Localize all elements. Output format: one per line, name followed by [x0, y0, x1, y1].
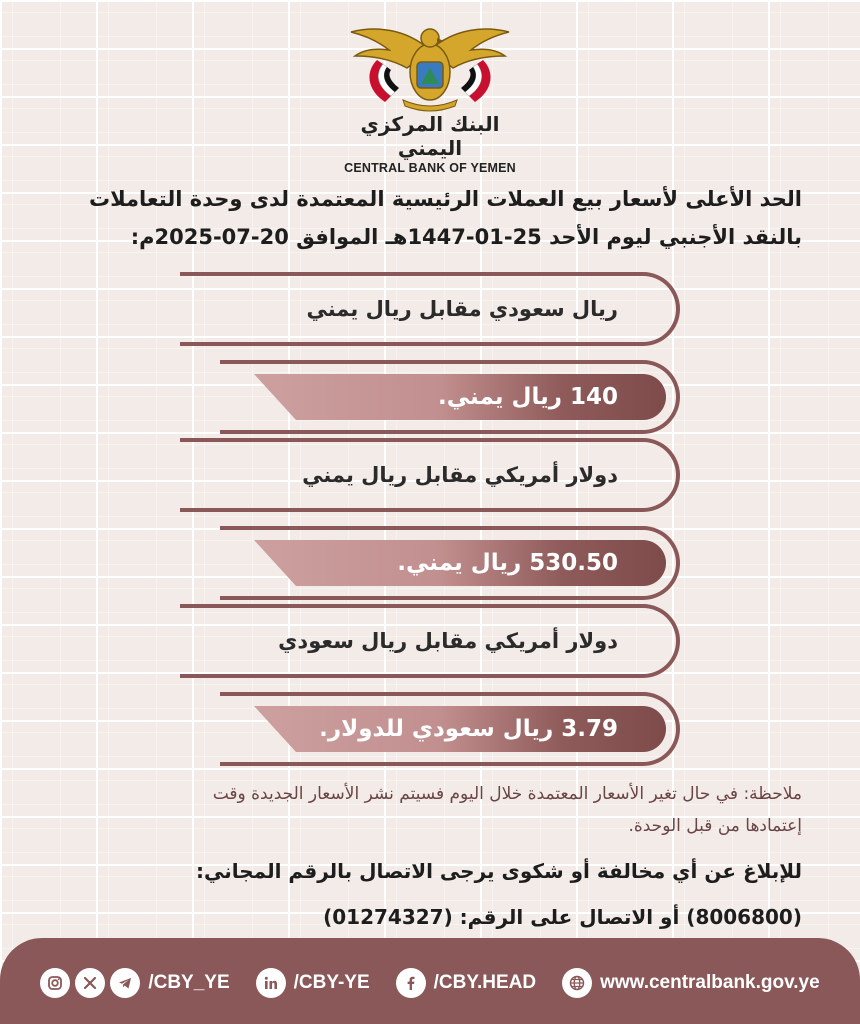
- rate-value-usd-sar: 3.79 ريال سعودي للدولار.: [319, 716, 618, 742]
- facebook-icon[interactable]: [396, 968, 426, 998]
- instagram-icon[interactable]: [40, 968, 70, 998]
- rate-value-pill-sar-yer: [180, 360, 680, 434]
- bank-name-english: CENTRAL BANK OF YEMEN: [344, 161, 516, 175]
- rates-note: [40, 778, 802, 842]
- rate-label-pill-usd-sar: [180, 604, 680, 678]
- complaint-contact: [40, 848, 802, 940]
- globe-icon[interactable]: [562, 968, 592, 998]
- rate-label-pill-usd-yer: [180, 438, 680, 512]
- rate-value-sar-yer: 140 ريال يمني.: [438, 384, 618, 410]
- note-line-1: ملاحظة: في حال تغير الأسعار المعتمدة خلال اليوم فسيتم نشر الأسعار الجديدة وقت: [212, 784, 802, 804]
- rate-label-sar-yer: ريال سعودي مقابل ريال يمني: [306, 297, 618, 321]
- heading-line-2: بالنقد الأجنبي ليوم الأحد 25-01-1447هـ الموافق 20-07-2025م:: [130, 225, 802, 249]
- rate-value-usd-yer: 530.50 ريال يمني.: [397, 550, 618, 576]
- rate-value-pill-usd-yer: [180, 526, 680, 600]
- rate-label-usd-sar: دولار أمريكي مقابل ريال سعودي: [278, 629, 618, 653]
- x-icon[interactable]: [75, 968, 105, 998]
- rate-label-usd-yer: دولار أمريكي مقابل ريال يمني: [302, 463, 618, 487]
- bank-name-arabic: البنك المركزي اليمني: [360, 112, 500, 160]
- twitter-handle[interactable]: /CBY_YE: [148, 972, 230, 993]
- rate-label-pill-sar-yer: [180, 272, 680, 346]
- page-heading: [40, 180, 802, 256]
- telegram-icon[interactable]: [110, 968, 140, 998]
- footer-facebook[interactable]: [396, 968, 536, 998]
- report-line-1: للإبلاغ عن أي مخالفة أو شكوى يرجى الاتصال بالرقم المجاني:: [196, 859, 802, 883]
- report-line-2: (8006800) أو الاتصال على الرقم: (01274327): [323, 905, 802, 929]
- bank-logo: [340, 20, 520, 175]
- footer-linkedin[interactable]: [256, 968, 370, 998]
- facebook-handle[interactable]: /CBY.HEAD: [433, 972, 537, 993]
- eagle-emblem-icon: [345, 20, 515, 112]
- website-url[interactable]: www.centralbank.gov.ye: [600, 972, 820, 993]
- footer-website[interactable]: [562, 968, 820, 998]
- footer-bar: [0, 938, 860, 1024]
- linkedin-icon[interactable]: [256, 968, 286, 998]
- note-line-2: إعتمادها من قبل الوحدة.: [628, 816, 802, 836]
- heading-line-1: الحد الأعلى لأسعار بيع العملات الرئيسية المعتمدة لدى وحدة التعاملات: [88, 187, 802, 211]
- rate-value-pill-usd-sar: [180, 692, 680, 766]
- linkedin-handle[interactable]: /CBY-YE: [293, 972, 370, 993]
- footer-social-cby-ye[interactable]: [40, 968, 229, 998]
